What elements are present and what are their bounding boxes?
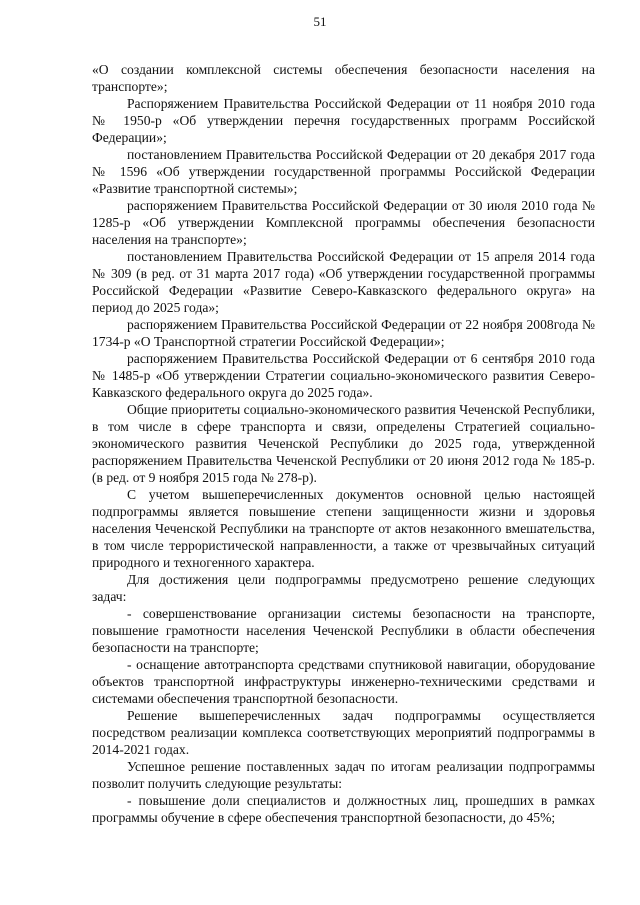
paragraph-8: Общие приоритеты социально-экономического развития Чеченской Республики, в том числе в сфере транспорта и связи, определены Стратегией социально-экономического развития Чеченской Республики до 2025 года, утвержденной распоряжением Правительства Чеченской Республики от 20 июня 2012 года № 185-р. (в ред. от 9 ноября 2015 года № 278-р). [92, 402, 595, 485]
paragraph-15: - повышение доли специалистов и должностных лиц, прошедших в рамках программы обучение в сфере обеспечения транспортной безопасности, до 45%; [92, 793, 595, 825]
paragraph-6: распоряжением Правительства Российской Федерации от 22 ноября 2008года № 1734-р «О Транспортной стратегии Российской Федерации»; [92, 317, 595, 349]
paragraph-10: Для достижения цели подпрограммы предусмотрено решение следующих задач: [92, 572, 595, 604]
paragraph-2: Распоряжением Правительства Российской Федерации от 11 ноября 2010 года № 1950-р «Об утверждении перечня государственных программ Российской Федерации»; [92, 96, 595, 145]
paragraph-9: С учетом вышеперечисленных документов основной целью настоящей подпрограммы является повышение степени защищенности жизни и здоровья населения Чеченской Республики на транспорте от актов незаконного вмешательства, в том числе террористической направленности, а также от чрезвычайных ситуаций природного и техногенного характера. [92, 487, 595, 570]
paragraph-1: «О создании комплексной системы обеспечения безопасности населения на транспорте»; [92, 62, 595, 94]
document-body [92, 61, 595, 826]
paragraph-14: Успешное решение поставленных задач по итогам реализации подпрограммы позволит получить следующие результаты: [92, 759, 595, 791]
paragraph-5: постановлением Правительства Российской Федерации от 15 апреля 2014 года № 309 (в ред. от 31 марта 2017 года) «Об утверждении государственной программы Российской Федерации «Развитие Северо-Кавказского федерального округа» на период до 2025 года»; [92, 249, 595, 315]
paragraph-7: распоряжением Правительства Российской Федерации от 6 сентября 2010 года № 1485-р «Об утверждении Стратегии социально-экономического развития Северо-Кавказского федерального округа до 2025 года». [92, 351, 595, 400]
paragraph-4: распоряжением Правительства Российской Федерации от 30 июля 2010 года № 1285-р «Об утверждении Комплексной программы обеспечения безопасности населения на транспорте»; [92, 198, 595, 247]
paragraph-11: - совершенствование организации системы безопасности на транспорте, повышение грамотности населения Чеченской Республики в области обеспечения безопасности на транспорте; [92, 606, 595, 655]
paragraph-12: - оснащение автотранспорта средствами спутниковой навигации, оборудование объектов транспортной инфраструктуры инженерно-техническими средствами и системами обеспечения транспортной безопасности. [92, 657, 595, 706]
page-number: 51 [313, 14, 327, 29]
paragraph-3: постановлением Правительства Российской Федерации от 20 декабря 2017 года № 1596 «Об утверждении государственной программы Российской Федерации «Развитие транспортной системы»; [92, 147, 595, 196]
paragraph-13: Решение вышеперечисленных задач подпрограммы осуществляется посредством реализации комплекса соответствующих мероприятий подпрограммы в 2014-2021 годах. [92, 708, 595, 757]
